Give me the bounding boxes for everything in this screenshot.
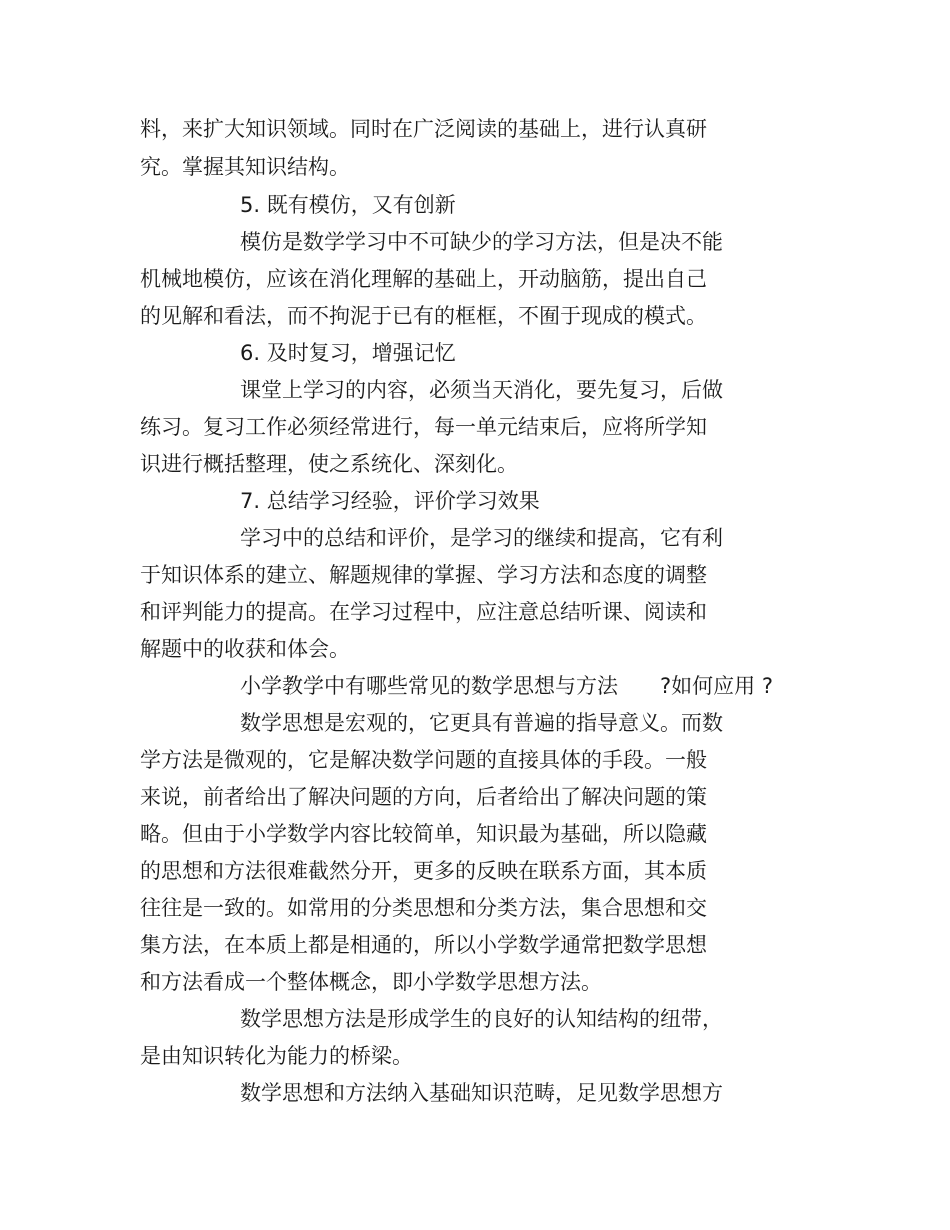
text-line: 练习。复习工作必须经常进行，每一单元结束后，应将所学知 [140,415,707,439]
text-line: 机械地模仿，应该在消化理解的基础上，开动脑筋，提出自己 [140,267,707,291]
text-line: 往往是一致的。如常用的分类思想和分类方法，集合思想和交 [140,896,707,920]
text-line: 是由知识转化为能力的桥梁。 [140,1044,413,1068]
text-line: 模仿是数学学习中不可缺少的学习方法，但是决不能 [240,230,723,254]
section-heading: 小学教学中有哪些常见的数学思想与方法 ?如何应用 ? [240,674,773,698]
text-line: 识进行概括整理，使之系统化、深刻化。 [140,452,518,476]
text-line: 集方法，在本质上都是相通的，所以小学数学通常把数学思想 [140,933,707,957]
text-line: 略。但由于小学数学内容比较简单，知识最为基础，所以隐藏 [140,822,707,846]
text-line: 来说，前者给出了解决问题的方向，后者给出了解决问题的策 [140,785,707,809]
text-line: 的思想和方法很难截然分开，更多的反映在联系方面，其本质 [140,859,707,883]
section-heading: 7. 总结学习经验，评价学习效果 [240,489,540,513]
text-line: 数学思想和方法纳入基础知识范畴，足见数学思想方 [240,1081,723,1105]
text-line: 学习中的总结和评价，是学习的继续和提高，它有利 [240,526,723,550]
text-line: 数学思想是宏观的，它更具有普遍的指导意义。而数 [240,711,723,735]
text-line: 数学思想方法是形成学生的良好的认知结构的纽带， [240,1007,723,1031]
text-line: 的见解和看法，而不拘泥于已有的框框，不囿于现成的模式。 [140,304,707,328]
section-heading: 5. 既有模仿，又有创新 [240,193,456,217]
section-heading: 6. 及时复习，增强记忆 [240,341,456,365]
text-line: 和评判能力的提高。在学习过程中，应注意总结听课、阅读和 [140,600,707,624]
text-line: 学方法是微观的，它是解决数学问题的直接具体的手段。一般 [140,748,707,772]
text-line: 解题中的收获和体会。 [140,637,350,661]
text-line: 课堂上学习的内容，必须当天消化，要先复习，后做 [240,378,723,402]
text-line: 料，来扩大知识领域。同时在广泛阅读的基础上，进行认真研 [140,117,707,141]
text-line: 和方法看成一个整体概念，即小学数学思想方法。 [140,970,602,994]
text-line: 究。掌握其知识结构。 [140,155,350,179]
text-line: 于知识体系的建立、解题规律的掌握、学习方法和态度的调整 [140,563,707,587]
